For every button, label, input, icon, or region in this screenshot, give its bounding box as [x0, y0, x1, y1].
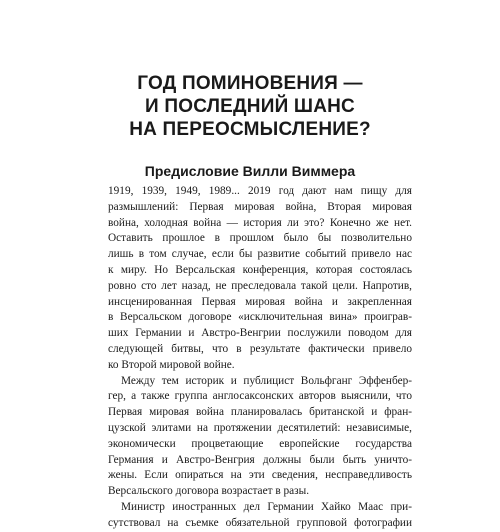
text-line: Оставить прошлое в прошлом было бы позволительно	[108, 232, 412, 245]
text-line: в Версальском договоре «исключительная вина» проиграв-	[108, 311, 412, 324]
chapter-title-line: ГОД ПОМИНОВЕНИЯ —	[137, 73, 363, 94]
text-line: лишь в том случае, если бы развитие событий привело нас	[108, 248, 412, 261]
text-line: ко Второй мировой войне.	[108, 358, 235, 371]
text-line: Между тем историк и публицист Вольфганг Эффенбер-	[121, 374, 412, 387]
text-line: война, холодная война — история ли это? Конечно же нет.	[108, 216, 412, 229]
chapter-title-line: И ПОСЛЕДНИЙ ШАНС	[145, 96, 355, 117]
preface-subtitle: Предисловие Вилли Виммера	[144, 163, 356, 179]
text-line: 1919, 1939, 1949, 1989... 2019 год дают нам пищу для	[108, 185, 412, 197]
body-text	[108, 184, 412, 532]
text-line: экономически процветающие европейские государства	[108, 437, 412, 450]
text-line: Германия и Австро-Венгрия должны были быть уничто-	[108, 453, 412, 466]
text-line: следующей битвы, что в результате фактически привело	[108, 342, 412, 355]
text-line: цузской элитами на протяжении десятилетий: независимые,	[108, 421, 412, 434]
text-line: размышлений: Первая мировая война, Вторая мировая	[108, 200, 412, 213]
text-line: жены. Если опираться на эти сведения, несправедливость	[108, 469, 412, 482]
chapter-title	[0, 72, 500, 141]
text-line: гер, а также группа англосаксонских авторов выяснили, что	[108, 390, 412, 403]
text-line: инсценированная Первая мировая война и закрепленная	[108, 295, 412, 308]
text-line: к миру. Но Версальская конференция, которая состоялась	[108, 263, 412, 276]
text-line: Версальского договора возрастает в разы.	[108, 485, 310, 498]
text-line: сутствовал на съемке обязательной групповой фотографии	[108, 516, 412, 529]
text-line: Министр иностранных дел Германии Хайко Маас при-	[121, 500, 412, 513]
text-line: Первая мировая война планировалась британской и фран-	[108, 406, 412, 419]
chapter-title-line: НА ПЕРЕОСМЫСЛЕНИЕ?	[129, 119, 371, 140]
text-line: ших Германии и Австро-Венгрии послужили поводом для	[108, 327, 412, 340]
text-line: ровно сто лет назад, не преследовала такой цели. Напротив,	[108, 279, 412, 292]
